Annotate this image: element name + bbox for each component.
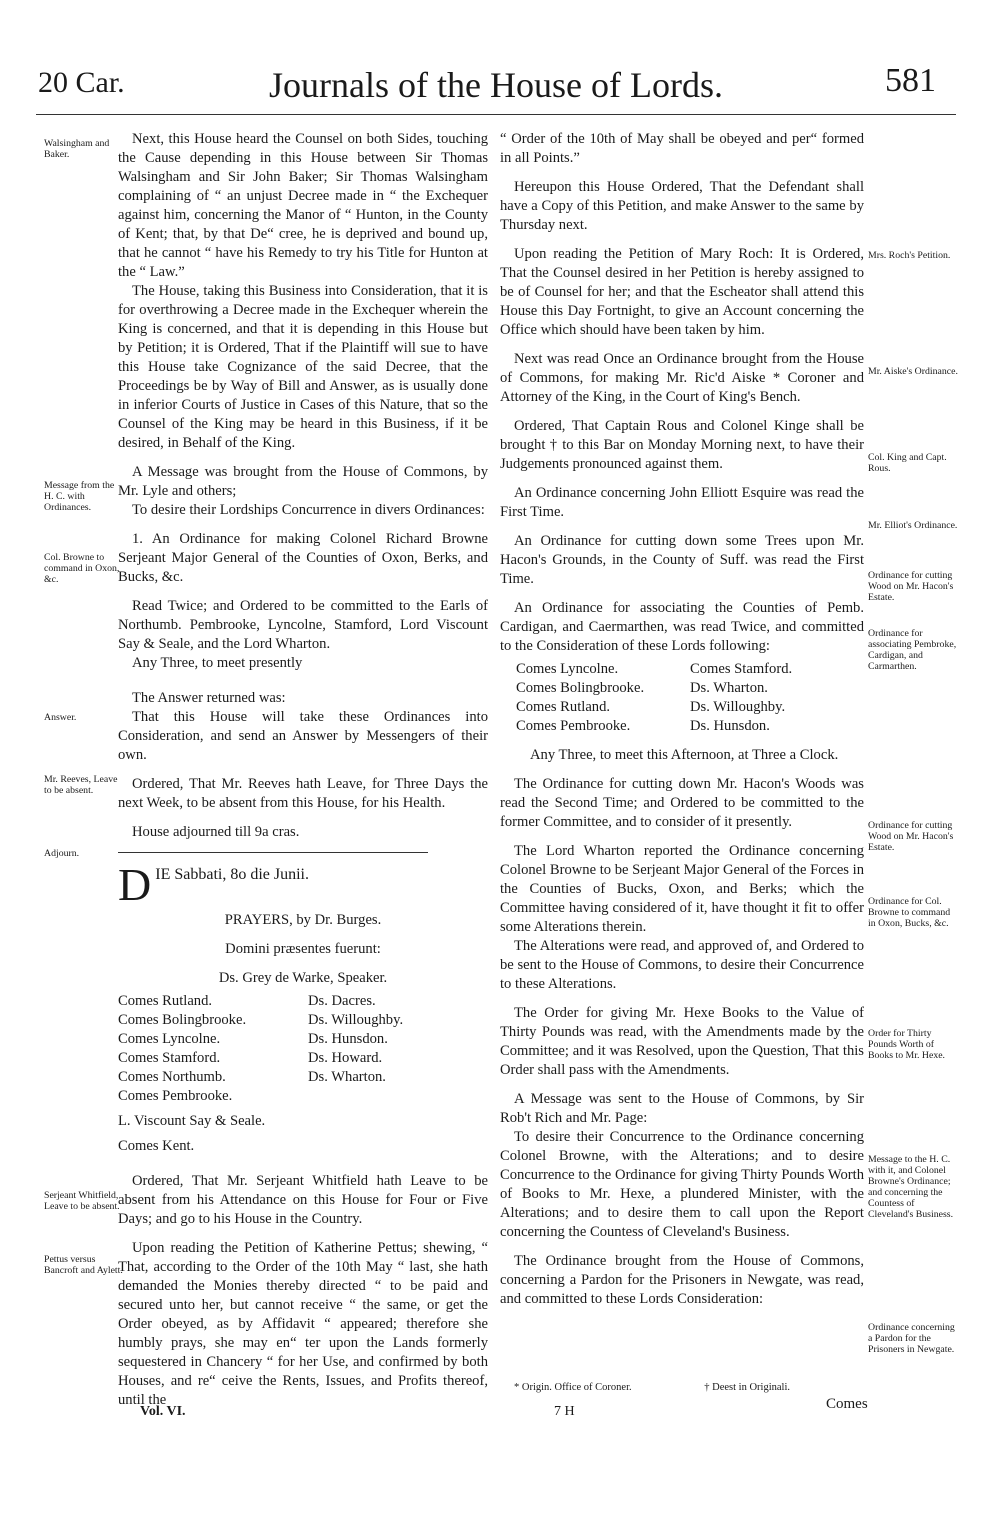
paragraph: A Message was sent to the House of Commons, by Sir Rob't Rich and Mr. Page: (500, 1091, 864, 1126)
drop-cap: D (118, 865, 152, 905)
running-header (0, 58, 992, 108)
paragraph: An Ordinance concerning John Elliott Esquire was read the First Time. (500, 485, 864, 520)
catchword: Comes (826, 1396, 868, 1412)
list-item: Ds. Willoughby. (308, 1012, 404, 1028)
margin-note: Mr. Reeves, Leave to be absent. (44, 774, 118, 796)
paragraph: The Ordinance brought from the House of Commons, concerning a Pardon for the Prisoners in Newgate, was read, and committed to these Lords Consideration: (500, 1253, 864, 1307)
committee-right (690, 660, 864, 736)
list-item: Ds. Willoughby. (690, 699, 786, 715)
paragraph: Ordered, That Mr. Serjeant Whitfield hath Leave to be absent from his Attendance on this House for Four or Five Days; and go to his House in the Country. (118, 1173, 488, 1227)
list-item: Comes Stamford. (690, 661, 793, 677)
list-item: Comes Pembrooke. (118, 1088, 233, 1104)
list-item: Ds. Wharton. (690, 680, 768, 696)
committee-note: Any Three, to meet this Afternoon, at Three a Clock. (530, 747, 839, 763)
margin-note: Order for Thirty Pounds Worth of Books to Mr. Hexe. (868, 1028, 946, 1061)
margin-note: Adjourn. (44, 848, 80, 859)
margin-note: Mr. Elliot's Ordinance. (868, 520, 958, 531)
list-item: Ds. Hunsdon. (308, 1031, 388, 1047)
paragraph: That this House will take these Ordinances into Consideration, and send an Answer by Messengers of their own. (118, 709, 488, 763)
list-item: Comes Stamford. (118, 1050, 221, 1066)
list-item: Ds. Dacres. (308, 993, 376, 1009)
margin-note: Ordinance for cutting Wood on Mr. Hacon's Estate. (868, 820, 954, 853)
present-heading: Domini præsentes fuerunt: (225, 941, 381, 957)
list-item: Comes Lyncolne. (118, 1031, 221, 1047)
footnote: † Deest in Originali. (704, 1382, 790, 1393)
paragraph: Read Twice; and Ordered to be committed to the Earls of Northumb. Pembrooke, Lyncolne, Stamford, Lord Viscount Say & Seale, and the Lord Wharton. (118, 598, 488, 652)
paragraph: The Order for giving Mr. Hexe Books to the Value of Thirty Pounds was read, with the Amendments made by the Committee; and it was Resolved, upon the Question, That this Order shall pass with the Amendments. (500, 1005, 864, 1078)
margin-note: Mrs. Roch's Petition. (868, 250, 951, 261)
list-item: Comes Pembrooke. (516, 718, 631, 734)
right-column (500, 130, 864, 1309)
margin-note: Mr. Aiske's Ordinance. (868, 366, 958, 377)
list-item: Ds. Howard. (308, 1050, 383, 1066)
paragraph: Hereupon this House Ordered, That the Defendant shall have a Copy of this Petition, and make Answer to the same by Thursday next. (500, 179, 864, 233)
paragraph: The Answer returned was: (132, 690, 286, 706)
header-rule (36, 114, 956, 115)
list-item: Comes Northumb. (118, 1069, 226, 1085)
paragraph: House adjourned till 9a cras. (132, 824, 300, 840)
paragraph: To desire their Lordships Concurrence in divers Ordinances: (132, 502, 485, 518)
list-item: Comes Lyncolne. (516, 661, 619, 677)
signature-mark: 7 H (554, 1404, 575, 1419)
left-column (118, 130, 488, 1410)
committee-list (500, 660, 864, 736)
committee-left (516, 660, 690, 736)
list-item: Comes Bolingbrooke. (118, 1012, 247, 1028)
paragraph: An Ordinance for associating the Counties of Pemb. Cardigan, and Caermarthen, was read Twice, and committed to the Consideration of these Lords following: (500, 600, 864, 654)
list-item: L. Viscount Say & Seale. (118, 1113, 266, 1129)
paragraph: The Alterations were read, and approved of, and Ordered to be sent to the House of Commons, to desire their Concurrence to these Alterations. (500, 938, 864, 992)
list-item: Comes Bolingbrooke. (516, 680, 645, 696)
margin-note: Ordinance for Col. Browne to command in Oxon, Bucks, &c. (868, 896, 951, 929)
lords-present-left (118, 992, 298, 1156)
footnote: * Origin. Office of Coroner. (514, 1382, 632, 1393)
paragraph: To desire their Concurrence to the Ordinance concerning Colonel Browne, with the Alterations; and to desire Concurrence to the Ordinance for giving Thirty Pounds Worth of Books to Mr. Hexe, a plundered Minister, with the Alterations; and to desire them to call upon the Report concerning the Countess of Cleveland's Business. (500, 1129, 864, 1240)
paragraph: Next was read Once an Ordinance brought from the House of Commons, for making Mr. Ric'd Aiske * Coroner and Attorney of the King, in the Court of King's Bench. (500, 351, 864, 405)
footnotes (514, 1382, 874, 1393)
volume-mark: Vol. VI. (140, 1404, 186, 1419)
margin-note: Col. Browne to command in Oxon, &c. (44, 552, 120, 585)
margin-note: Message to the H. C. with it, and Colonel Browne's Ordinance; and concerning the Countess of Cleveland's Business. (868, 1154, 954, 1220)
list-item: Comes Kent. (118, 1138, 195, 1154)
header-regnal-year: 20 Car. (38, 66, 125, 99)
margin-note: Ordinance for associating Pembroke, Cardigan, and Carmarthen. (868, 628, 957, 672)
margin-note: Serjeant Whitfield, Leave to be absent. (44, 1190, 120, 1212)
paragraph: The Ordinance for cutting down Mr. Hacon's Woods was read the Second Time; and Ordered to be committed to the former Committee, and to consider of it presently. (500, 776, 864, 830)
margin-note: Pettus versus Bancroft and Aylett. (44, 1254, 123, 1276)
list-item: Comes Rutland. (516, 699, 611, 715)
paragraph: Ordered, That Mr. Reeves hath Leave, for Three Days the next Week, to be absent from this House, for his Health. (118, 776, 488, 811)
margin-note: Ordinance for cutting Wood on Mr. Hacon's Estate. (868, 570, 954, 603)
paragraph: Next, this House heard the Counsel on both Sides, touching the Cause depending in this House between Sir Thomas Walsingham and Sir John Baker; Sir Thomas Walsingham complaining of “ an unjust Decree made in “ the Exchequer against him, concerning the Manor of “ Hunton, in the County of Kent; that, by that De“ cree, he is deprived and bound up, that he cannot “ have his Remedy to try his Title for Hunton at the “ Law.” (118, 131, 488, 280)
lords-present-right (298, 992, 488, 1156)
margin-note: Walsingham and Baker. (44, 138, 110, 160)
paragraph: The House, taking this Business into Consideration, that it is for overthrowing a Decree made in the Exchequer wherein the King is concerned, and that it is depending in this House but by Petition; it is Ordered, That if the Plaintiff will sue to have this House take Cognizance of the said Decree, that the Proceedings be by Way of Bill and Answer, as is usually done in inferior Courts of Justice in Cases of this Nature, that so the Counsel of the King may be heard in this Business, if it be desired, in Behalf of the King. (118, 283, 488, 451)
margin-note: Col. King and Capt. Rous. (868, 452, 947, 474)
day-heading-text: IE Sabbati, 8o die Junii. (155, 866, 309, 883)
paragraph: Ordered, That Captain Rous and Colonel Kinge shall be brought † to this Bar on Monday Morning next, to have their Judgements pronounced against them. (500, 418, 864, 472)
section-rule (118, 852, 428, 853)
margin-note: Answer. (44, 712, 77, 723)
paragraph: An Ordinance for cutting down some Trees upon Mr. Hacon's Grounds, in the County of Suff. was read the First Time. (500, 533, 864, 587)
header-title: Journals of the House of Lords. (269, 65, 723, 105)
page-number: 581 (885, 62, 936, 99)
lords-present-list (118, 992, 488, 1156)
paragraph: A Message was brought from the House of Commons, by Mr. Lyle and others; (118, 464, 488, 499)
paragraph: Upon reading the Petition of Katherine Pettus; shewing, “ That, according to the Order of the 10th May “ last, she hath demanded the Monies thereby directed “ to be paid and secured unto her, but cannot receive “ the same, or get the Order obeyed, as by Affidavit “ appeared; therefore she humbly prays, she may en“ ter upon the Lands formerly sequestered in Chancery “ for her Use, and confirmed by both Houses, and re“ ceive the Rents, Issues, and Profits thereof, until the (118, 1240, 488, 1408)
paragraph: 1. An Ordinance for making Colonel Richard Browne Serjeant Major General of the Counties of Oxon, Berks, and Bucks, &c. (118, 531, 488, 585)
paragraph: The Lord Wharton reported the Ordinance concerning Colonel Browne to be Serjeant Major General of the Forces in the Counties of Bucks, Oxon, and Berks; which the Committee having considered of it, have thought it fit to offer some Alterations therein. (500, 843, 864, 935)
list-item: Ds. Wharton. (308, 1069, 386, 1085)
list-item: Ds. Hunsdon. (690, 718, 770, 734)
margin-note: Ordinance concerning a Pardon for the Prisoners in Newgate. (868, 1322, 955, 1355)
list-item: Comes Rutland. (118, 993, 213, 1009)
prayers-line: PRAYERS, by Dr. Burges. (224, 912, 382, 928)
paragraph: “ Order of the 10th of May shall be obeyed and per“ formed in all Points.” (500, 131, 864, 166)
speaker-line: Ds. Grey de Warke, Speaker. (218, 970, 388, 986)
paragraph: Any Three, to meet presently (132, 655, 303, 671)
day-heading (118, 865, 488, 905)
margin-note: Message from the H. C. with Ordinances. (44, 480, 115, 513)
paragraph: Upon reading the Petition of Mary Roch: It is Ordered, That the Counsel desired in her Petition is hereby assigned to be of Counsel for her; and that the Escheator shall attend this House this Day Fortnight, to give an Account concerning the Office which should have been taken by him. (500, 246, 864, 338)
